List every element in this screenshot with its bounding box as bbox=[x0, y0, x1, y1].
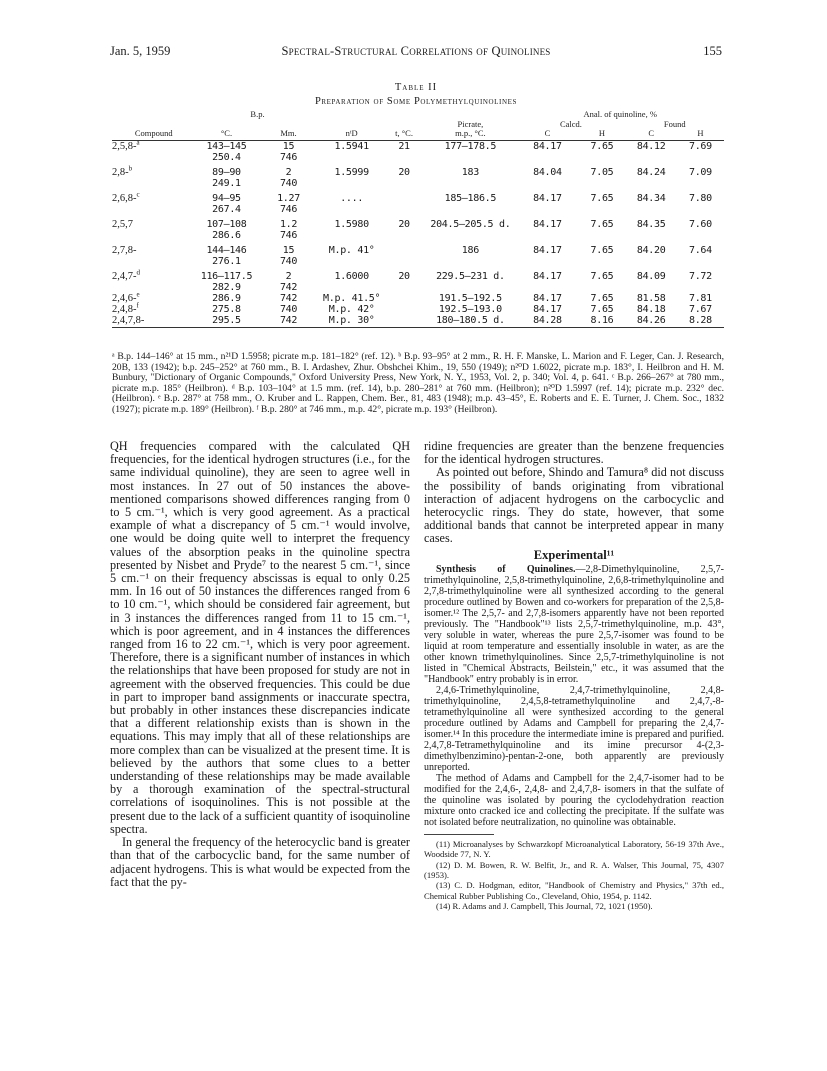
footnote: (14) R. Adams and J. Campbell, This Journal, 72, 1021 (1950). bbox=[436, 901, 653, 912]
cell-found-h bbox=[677, 204, 724, 215]
cell-found-c: 81.58 bbox=[636, 292, 666, 304]
cell-calc-c: 84.17 bbox=[533, 270, 562, 282]
compound-name: 2,7,8- bbox=[112, 244, 137, 256]
cell-picrate bbox=[424, 256, 516, 267]
cell-found-c: 84.34 bbox=[636, 192, 666, 204]
cell-mm: 742 bbox=[258, 315, 320, 328]
cell-found-h: 7.67 bbox=[688, 303, 712, 315]
compound-name: 2,4,7,8- bbox=[112, 314, 145, 326]
cell-found-c: 84.20 bbox=[636, 244, 666, 256]
cell-nd bbox=[320, 152, 384, 163]
cell-picrate: 191.5–192.5 bbox=[438, 292, 502, 304]
cell-found-h: 7.60 bbox=[688, 218, 712, 230]
deg-c-header: °C. bbox=[195, 129, 257, 140]
experimental-paragraph bbox=[424, 564, 724, 685]
picrate-header-line2: m.p., °C. bbox=[424, 129, 516, 140]
cell-bp: 276.1 bbox=[212, 255, 241, 267]
footnote-marker: b bbox=[128, 164, 133, 172]
bp-group-header: B.p. bbox=[250, 109, 265, 119]
cell-found-h bbox=[677, 230, 724, 241]
cell-bp: 116–117.5 bbox=[200, 270, 253, 282]
right-column bbox=[424, 440, 724, 912]
compound-cell bbox=[112, 315, 195, 328]
table-row bbox=[112, 241, 724, 256]
cell-mm: 746 bbox=[279, 229, 298, 241]
cell-picrate bbox=[424, 204, 516, 215]
compound-name: 2,5,7 bbox=[112, 218, 133, 230]
footnote-rule bbox=[424, 834, 494, 835]
table-row bbox=[112, 152, 724, 163]
cell-mm: 2 bbox=[285, 166, 292, 178]
cell-bp: 143–145 bbox=[206, 140, 247, 152]
compound-cell bbox=[112, 152, 195, 163]
table-row bbox=[112, 282, 724, 293]
cell-mm: 1.27 bbox=[277, 192, 300, 204]
page-number: 155 bbox=[703, 44, 722, 58]
cell-t bbox=[384, 178, 425, 189]
footnote-marker: c bbox=[136, 190, 140, 198]
cell-bp: 89–90 bbox=[212, 166, 241, 178]
table-row bbox=[112, 315, 724, 328]
cell-bp: 286.6 bbox=[212, 229, 241, 241]
compound-cell bbox=[112, 290, 195, 304]
cell-t bbox=[384, 189, 425, 204]
compound-name: 2,5,8- bbox=[112, 140, 137, 152]
footnote: (11) Microanalyses by Schwarzkopf Microanalytical Laboratory, 56-19 37th Ave., Woodside 77, N. Y. bbox=[424, 838, 724, 860]
cell-found-h: 7.81 bbox=[688, 292, 712, 304]
cell-calc-c: 84.17 bbox=[533, 244, 562, 256]
cell-t bbox=[384, 230, 425, 241]
cell-calc-c bbox=[516, 178, 578, 189]
found-header: Found bbox=[663, 118, 686, 129]
compound-cell bbox=[112, 163, 195, 178]
cell-nd: 1.6000 bbox=[334, 270, 369, 282]
cell-mm: 742 bbox=[279, 292, 298, 304]
cell-mm: 746 bbox=[279, 151, 298, 163]
cell-calc-c: 84.28 bbox=[516, 315, 578, 328]
cell-mm: 1.2 bbox=[279, 218, 298, 230]
cell-picrate bbox=[424, 178, 516, 189]
body-paragraph: In general the frequency of the heterocyclic band is greater than that of the carbocyclic band, for the same number of adjacent hydrogens. This is what would be expected from the fact that the py- bbox=[110, 835, 410, 889]
cell-calc-c bbox=[516, 152, 578, 163]
cell-picrate bbox=[424, 282, 516, 293]
compound-name: 2,6,8- bbox=[112, 192, 137, 204]
cell-calc-c bbox=[516, 256, 578, 267]
cell-calc-c bbox=[516, 204, 578, 215]
cell-found-h: 8.28 bbox=[677, 315, 724, 328]
cell-bp: 250.4 bbox=[212, 151, 241, 163]
table-row bbox=[112, 163, 724, 178]
table-row bbox=[112, 140, 724, 152]
cell-found-h: 7.72 bbox=[688, 270, 712, 282]
calcd-h-header: H bbox=[578, 129, 625, 140]
found-h-header: H bbox=[677, 129, 724, 140]
cell-picrate: 229.5–231 d. bbox=[436, 270, 505, 282]
cell-found-c: 84.18 bbox=[636, 303, 666, 315]
run-in-heading: Synthesis of Quinolines. bbox=[436, 563, 576, 575]
cell-t bbox=[384, 293, 425, 304]
table-row bbox=[112, 178, 724, 189]
table-title: Preparation of Some Polymethylquinolines bbox=[314, 96, 518, 107]
cell-calc-h: 8.16 bbox=[578, 315, 625, 328]
cell-found-c: 84.09 bbox=[636, 270, 666, 282]
experimental-paragraph: The method of Adams and Campbell for the 2,4,7-isomer had to be modified for the 2,4,6-, 2,4,8- and 2,4,7,8- isomers in that the sulfate of the quinoline was isolated by pouring the cyclodehydration reaction mixture onto cracked ice and collecting the precipitate. If the sulfate was not isolated before neutralization, no quinoline was obtainable. bbox=[424, 772, 724, 828]
cell-found-c bbox=[626, 178, 677, 189]
cell-nd: M.p. 41.5° bbox=[323, 292, 381, 304]
cell-picrate: 177–178.5 bbox=[444, 140, 497, 152]
cell-nd: 1.5980 bbox=[334, 218, 369, 230]
experimental-paragraph: 2,4,6-Trimethylquinoline, 2,4,7-trimethylquinoline, 2,4,8-trimethylquinoline, 2,4,5,8-tetramethylquinoline and 2,4,7,-8-tetramethylquinoline all were synthesized according to the general procedure outlined by Adams and Campbell for preparing the 2,4,7-isomer.¹⁴ In this procedure the intermediate imine is prepared and purified. 2,4,7,8-Tetramethylquinoline and its imine precursor 4-(2,3-dimethylbenzimino)-pentan-2-one, both apparently are previously unreported. bbox=[424, 684, 724, 773]
left-column bbox=[110, 440, 410, 889]
cell-t: 20 bbox=[398, 270, 410, 282]
cell-picrate: 186 bbox=[461, 244, 479, 256]
cell-mm: 2 bbox=[285, 270, 292, 282]
cell-found-h: 7.80 bbox=[688, 192, 712, 204]
analysis-group-header: Anal. of quinoline, % bbox=[583, 109, 657, 119]
cell-found-h: 7.69 bbox=[688, 140, 712, 152]
mm-header: Mm. bbox=[258, 129, 320, 140]
cell-t bbox=[384, 152, 425, 163]
compound-header: Compound bbox=[112, 129, 195, 140]
cell-bp: 275.8 bbox=[212, 303, 241, 315]
cell-calc-h: 7.65 bbox=[590, 292, 614, 304]
cell-bp: 249.1 bbox=[212, 177, 241, 189]
cell-calc-h: 7.65 bbox=[590, 192, 614, 204]
body-paragraph: QH frequencies compared with the calculated QH frequencies, for the identical hydrogen structures (i.e., for the same individual quinoline), they are seen to agree well in most instances. In 27 out of 50 instances the above-mentioned comparisons showed differences ranging from 0 to 5 cm.⁻¹, which is very good agreement. As a practical example of what a discrepancy of 5 cm.⁻¹ would involve, one would be doing quite well to interpret the frequency values of the absorption peaks in the quinoline spectra presented by Nisbet and Pryde⁷ to the nearest 5 cm.⁻¹, since 5 cm.⁻¹ on their frequency abscissas is equal to only 0.25 mm. In 16 out of 50 instances the differences ranged from 6 to 10 cm.⁻¹, which should be considered fair agreement, but in 3 instances the differences ranged from 11 to 15 cm.⁻¹, which is poor agreement, and in 4 instances the differences ranged from 16 to 22 cm.⁻¹, which is very poor agreement. Therefore, there is a significant number of instances in which the relationships that have been proposed for study are not in agreement with the observed frequencies. This could be due in part to improper band assignments or inaccurate spectra, but probably in other instances these discrepancies indicate that a different relationship exists than is shown in the equations. This may imply that all of these relationships are more complex than can be visualized at the present time. It is believed by the authors that some clues to a better understanding of these relationships may be made available by a thorough examination of the spectral-structural correlations of isoquinolines. This is not possible at the present due to the lack of a sufficient quantity of isoquinoline spectra. bbox=[110, 439, 410, 836]
cell-bp: 282.9 bbox=[212, 281, 241, 293]
cell-t bbox=[384, 304, 425, 315]
cell-found-c bbox=[626, 230, 677, 241]
cell-calc-h bbox=[578, 204, 625, 215]
compound-cell bbox=[112, 241, 195, 256]
cell-found-h bbox=[677, 256, 724, 267]
table-row bbox=[112, 267, 724, 282]
compound-cell bbox=[112, 189, 195, 204]
cell-found-h: 7.64 bbox=[688, 244, 712, 256]
cell-found-h bbox=[677, 282, 724, 293]
compound-cell bbox=[112, 204, 195, 215]
cell-found-c bbox=[626, 256, 677, 267]
cell-picrate: 180–180.5 d. bbox=[424, 315, 516, 328]
table-row bbox=[112, 230, 724, 241]
cell-mm: 740 bbox=[279, 177, 298, 189]
cell-calc-h bbox=[578, 282, 625, 293]
cell-calc-h: 7.65 bbox=[590, 218, 614, 230]
cell-calc-h: 7.65 bbox=[590, 244, 614, 256]
calcd-header: Calcd. bbox=[559, 118, 582, 129]
cell-nd: M.p. 42° bbox=[328, 303, 375, 315]
cell-bp: 144–146 bbox=[206, 244, 247, 256]
cell-nd bbox=[320, 230, 384, 241]
cell-calc-c: 84.17 bbox=[533, 303, 562, 315]
compound-cell bbox=[112, 178, 195, 189]
table-row bbox=[112, 189, 724, 204]
table-row bbox=[112, 304, 724, 315]
compound-cell bbox=[112, 215, 195, 230]
cell-picrate bbox=[424, 230, 516, 241]
cell-calc-c: 84.17 bbox=[533, 218, 562, 230]
cell-t: 21 bbox=[398, 140, 410, 152]
footnote: (13) C. D. Hodgman, editor, "Handbook of Chemistry and Physics," 37th ed., Chemical Rubber Publishing Co., Cleveland, Ohio, 1954, p. 1142. bbox=[424, 880, 724, 901]
cell-calc-h bbox=[578, 152, 625, 163]
experimental-text: —2,8-Dimethylquinoline, 2,5,7-trimethylquinoline, 2,5,8-trimethylquinoline, 2,6,8-trimethylquinoline and 2,7,8-trimethylquinoline were all synthesized according to the general procedure outlined by Bowen and co-workers for preparation of the 2,5,8-isomer.¹² The 2,5,7- and 2,7,8-isomers apparently have not been reported previously. The "Handbook"¹³ lists 2,5,7-trimethylquinoline, m.p. 43°, very soluble in water, whereas the pure 2,5,7-isomer was found to be liquid at room temperature and essentially insoluble in water, as are the other known trimethylquinolines. Since 2,5,7-trimethylquinoline is not listed in "Chemical Abstracts, Beilstein," etc., it was assumed that the "Handbook" entry probably is in error. bbox=[424, 563, 724, 685]
found-c-header: C bbox=[626, 129, 677, 140]
table-row bbox=[112, 204, 724, 215]
cell-calc-h: 7.05 bbox=[590, 166, 614, 178]
calcd-c-header: C bbox=[516, 129, 578, 140]
cell-found-c bbox=[626, 282, 677, 293]
cell-calc-h: 7.65 bbox=[590, 303, 614, 315]
cell-t bbox=[384, 204, 425, 215]
cell-t bbox=[384, 315, 425, 328]
cell-calc-h bbox=[578, 178, 625, 189]
running-head bbox=[110, 44, 722, 60]
cell-nd bbox=[320, 256, 384, 267]
refractive-index-header: nᵗD bbox=[320, 129, 384, 140]
cell-found-h bbox=[677, 152, 724, 163]
table-body bbox=[112, 140, 724, 327]
cell-picrate bbox=[424, 152, 516, 163]
body-paragraph: As pointed out before, Shindo and Tamura⁸ did not discuss the possibility of bands originating from vibrational interaction of adjacent hydrogens on the carbocyclic and heterocyclic rings. They do state, however, that some additional bands that cannot be interpreted appear in many cases. bbox=[424, 465, 724, 546]
cell-t: 20 bbox=[398, 218, 410, 230]
cell-calc-h bbox=[578, 256, 625, 267]
footnote-marker: f bbox=[136, 301, 139, 309]
cell-nd: 1.5941 bbox=[334, 140, 369, 152]
footnote-marker: d bbox=[136, 268, 140, 276]
issue-date: Jan. 5, 1959 bbox=[110, 44, 171, 58]
footnote: (12) D. M. Bowen, R. W. Belfit, Jr., and R. A. Walser, This Journal, 75, 4307 (1953). bbox=[424, 859, 724, 881]
cell-mm: 740 bbox=[279, 303, 298, 315]
cell-nd: .... bbox=[340, 192, 364, 204]
cell-found-h: 7.09 bbox=[688, 166, 712, 178]
footnote-marker: e bbox=[136, 290, 140, 298]
cell-mm: 742 bbox=[279, 281, 298, 293]
cell-mm: 15 bbox=[282, 140, 295, 152]
compound-cell bbox=[112, 230, 195, 241]
section-heading: Experimental¹¹ bbox=[533, 547, 615, 562]
cell-calc-c: 84.17 bbox=[533, 192, 562, 204]
compound-cell bbox=[112, 256, 195, 267]
preparation-table bbox=[112, 110, 724, 328]
cell-calc-h: 7.65 bbox=[590, 270, 614, 282]
cell-mm: 15 bbox=[282, 244, 295, 256]
cell-picrate: 183 bbox=[461, 166, 479, 178]
compound-name: 2,4,7- bbox=[112, 270, 137, 282]
running-title: Spectral-Structural Correlations of Quinolines bbox=[281, 44, 551, 58]
cell-t bbox=[384, 282, 425, 293]
cell-t bbox=[384, 256, 425, 267]
cell-t bbox=[384, 241, 425, 256]
cell-calc-h: 7.65 bbox=[590, 140, 614, 152]
cell-mm: 746 bbox=[279, 203, 298, 215]
cell-calc-c: 84.17 bbox=[533, 140, 562, 152]
cell-nd: M.p. 41° bbox=[328, 244, 375, 256]
cell-found-c: 84.26 bbox=[626, 315, 677, 328]
cell-nd bbox=[320, 282, 384, 293]
cell-bp: 107–108 bbox=[206, 218, 247, 230]
compound-cell bbox=[112, 140, 195, 152]
table-row bbox=[112, 256, 724, 267]
picrate-header-line1: Picrate, bbox=[457, 118, 484, 129]
compound-name: 2,4,6- bbox=[112, 292, 137, 304]
cell-t: 20 bbox=[398, 166, 410, 178]
cell-calc-c: 84.04 bbox=[533, 166, 562, 178]
table-row bbox=[112, 293, 724, 304]
table-footnotes: ᵃ B.p. 144–146° at 15 mm., n²¹D 1.5958; picrate m.p. 181–182° (ref. 12). ᵇ B.p. 93–95° at 2 mm., R. H. F. Manske, L. Marion and F. Leger, Can. J. Research, 20B, 133 (1942); b.p. 245–252° at 760 mm., B. I. Ardashev, Zhur. Obshchei Khim., 19, 550 (1949); n²⁰D 1.6022, picrate m.p. 183°, I. Heilbron and H. M. Bunbury, "Dictionary of Organic Compounds," Oxford University Press, New York, N. Y., 1953, Vol. 2, p. 340; Vol. 4, p. 641. ᶜ B.p. 266–267° at 780 mm., picrate m.p. 185° (Heilbron). ᵈ B.p. 103–104° at 1.5 mm. (ref. 14), b.p. 280–281° at 760 mm. (Heilbron); n²⁰D 1.5997 (ref. 14); picrate m.p. 232° dec. (Heilbron). ᵉ B.p. 287° at 758 mm., O. Kruber and L. Rappen, Chem. Ber., 81, 483 (1948); m.p. 43–45°, E. Roberts and E. E. Turner, J. Chem. Soc., 1832 (1927); picrate m.p. 189° (Heilbron). ᶠ B.p. 280° at 746 mm., m.p. 42°, picrate m.p. 193° (Heilbron). bbox=[112, 351, 724, 415]
cell-bp: 286.9 bbox=[212, 292, 241, 304]
table-row bbox=[112, 215, 724, 230]
cell-found-c bbox=[626, 204, 677, 215]
cell-bp: 94–95 bbox=[212, 192, 241, 204]
cell-found-c: 84.12 bbox=[636, 140, 666, 152]
cell-picrate: 192.5–193.0 bbox=[438, 303, 502, 315]
cell-mm: 740 bbox=[279, 255, 298, 267]
temperature-header: t, °C. bbox=[384, 129, 425, 140]
cell-bp: 267.4 bbox=[212, 203, 241, 215]
cell-calc-c bbox=[516, 230, 578, 241]
cell-nd bbox=[320, 178, 384, 189]
cell-picrate: 185–186.5 bbox=[444, 192, 497, 204]
cell-calc-c: 84.17 bbox=[533, 292, 562, 304]
cell-found-c: 84.35 bbox=[636, 218, 666, 230]
cell-calc-h bbox=[578, 230, 625, 241]
compound-name: 2,8- bbox=[112, 166, 129, 178]
cell-picrate: 204.5–205.5 d. bbox=[430, 218, 511, 230]
footnote-marker: a bbox=[136, 138, 140, 146]
cell-nd bbox=[320, 204, 384, 215]
cell-found-h bbox=[677, 178, 724, 189]
compound-cell bbox=[112, 282, 195, 293]
cell-nd: M.p. 30° bbox=[320, 315, 384, 328]
compound-cell bbox=[112, 301, 195, 315]
table-number: Table II bbox=[394, 82, 438, 93]
cell-found-c bbox=[626, 152, 677, 163]
compound-cell bbox=[112, 267, 195, 282]
compound-name: 2,4,8- bbox=[112, 303, 137, 315]
cell-calc-c bbox=[516, 282, 578, 293]
cell-found-c: 84.24 bbox=[636, 166, 666, 178]
body-paragraph: ridine frequencies are greater than the benzene frequencies for the identical hydrogen structures. bbox=[424, 439, 724, 467]
cell-bp: 295.5 bbox=[195, 315, 257, 328]
cell-nd: 1.5999 bbox=[334, 166, 369, 178]
